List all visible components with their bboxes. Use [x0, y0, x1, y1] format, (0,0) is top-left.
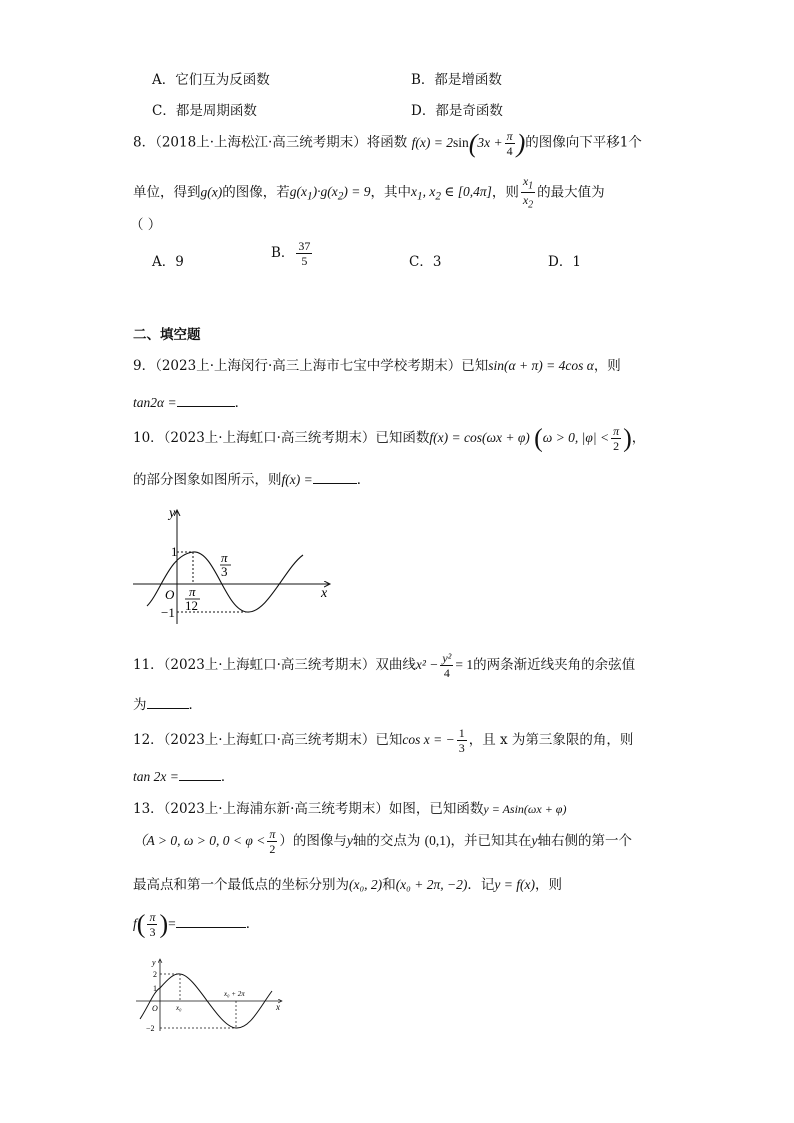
q11-line2: 为 ．: [133, 697, 202, 713]
q8-option-c: C．3: [409, 254, 442, 270]
q13-text: ．记: [467, 877, 495, 893]
q13-formula: y = Asin(ωx + φ): [483, 802, 567, 816]
q13-text-y: y: [346, 833, 353, 848]
q11-text: 11．（2023上·上海虹口·高三统考期末）双曲线: [133, 657, 416, 673]
q8-text: 单位，得到: [133, 184, 201, 201]
q8-text: 的图像向下平移1个: [525, 134, 642, 151]
answer-blank[interactable]: [313, 481, 357, 484]
q8-formula: f(x) = 2sin(3x + $\frac{\pi}{4}$ ): [411, 128, 526, 158]
q13-formula-f: f: [133, 916, 137, 931]
q10-formula-f: f(x) =: [281, 472, 313, 487]
q9-text: 9．（2023上·上海闵行·高三上海市七宝中学校考期末）已知: [133, 358, 489, 374]
q12-f-den: 3: [458, 741, 465, 755]
tick-neg2: −2: [146, 1024, 155, 1033]
q13-line4: f( $\frac{\pi}{3}$ )= ．: [133, 909, 260, 939]
q13-text-y: y: [531, 833, 538, 848]
q8-text: 将函数: [366, 134, 408, 151]
q13-formula-y: y = f(x): [494, 877, 535, 892]
q10-line2: 的部分图象如图所示，则f(x) = ．: [133, 472, 371, 488]
tick-1: 1: [153, 984, 157, 993]
label-x0: x₀: [176, 1004, 182, 1012]
q12-text: ，且 x 为第三象限的角，则: [468, 732, 634, 748]
q9-line2: tan2α = ．: [133, 395, 249, 411]
origin: O: [152, 1004, 158, 1013]
graph-cosine: [125, 500, 345, 630]
q8-line1: [133, 130, 642, 157]
q13-text: ，并已知其在: [450, 833, 532, 849]
q8-option-b: [271, 240, 314, 267]
q8-line2: 单位，得到g(x)的图像，若$g(x_1)\cdot g(x_2) = 9$，其中$x_1$, $x_2$ ∈ [0,4π]，则 $\frac{x_1}{x_2}$ 的最大值为: [133, 174, 605, 211]
q13-cond-den: 2: [269, 842, 276, 856]
x-label: x: [321, 586, 328, 601]
q13-point: (0,1): [424, 833, 451, 848]
answer-blank[interactable]: [179, 778, 221, 781]
q13-text: ，则: [534, 877, 562, 893]
q10-formula: f(x) = cos(ωx + φ): [429, 430, 530, 445]
q8-option-b-label: B．: [271, 245, 295, 261]
q13-text: 和: [382, 877, 396, 893]
q11-eq-lhs: x² −: [415, 657, 439, 672]
q8-source: （2018上·上海松江·高三统考期末）: [155, 134, 367, 151]
q13-text: 13．（2023上·上海浦东新·高三统考期末）如图，已知函数: [133, 801, 484, 817]
q13-text: 轴的交点为: [352, 833, 421, 849]
q8-option-b-den: 5: [301, 254, 308, 268]
q13-f-den: 3: [149, 925, 156, 939]
q11-eq-rhs: = 1: [455, 657, 474, 672]
q13-point-min: (x₀ + 2π, −2): [395, 877, 468, 892]
q8-text: 的图像，若: [222, 184, 290, 201]
q9-line1: [133, 354, 621, 374]
y-label: y: [152, 958, 156, 967]
q9-text: ，则: [593, 358, 621, 374]
q13-condition: （A > 0, ω > 0, 0 < φ <: [133, 833, 266, 848]
q13-text: 轴右侧的第一个: [537, 833, 633, 849]
q13-f-num: π: [149, 910, 156, 924]
q12-formula-tan: tan 2x =: [133, 769, 179, 784]
tick-2: 2: [153, 970, 157, 979]
q10-line1: 10．（2023上·上海虹口·高三统考期末）已知函数f(x) = cos(ωx + φ) (ω > 0, |φ| < $\frac{\pi}{2}$ )，: [133, 423, 646, 453]
q8-option-b-num: 37: [298, 239, 311, 253]
q8-text: 的最大值为: [537, 184, 605, 201]
q7-option-d: D．都是奇函数: [411, 103, 503, 119]
q8-text: ，其中: [370, 184, 411, 201]
q11-text: 为: [133, 697, 147, 713]
q11-eq-num: y²: [442, 651, 452, 665]
q7-option-c: C．都是周期函数: [152, 103, 257, 119]
answer-blank[interactable]: [176, 925, 246, 928]
q13-line1: [133, 797, 566, 817]
q7-option-b: B．都是增函数: [411, 72, 502, 88]
q12-line2: tan 2x = ．: [133, 769, 235, 785]
q13-cond-num: π: [269, 827, 276, 841]
origin: O: [165, 587, 175, 602]
tick-1: 1: [171, 544, 178, 559]
q8-label: 8．: [133, 134, 156, 151]
x-label: x: [276, 1002, 280, 1012]
q10-cond-num: π: [613, 424, 620, 438]
label-3: 3: [221, 564, 228, 579]
q11-text: 的两条渐近线夹角的余弦值: [473, 657, 636, 673]
label-12: 12: [185, 598, 198, 613]
q13-equals: =: [168, 916, 176, 931]
q11-line1: [133, 652, 635, 679]
q13-text: ）的图像与: [279, 833, 347, 849]
tick-neg1: −1: [161, 605, 175, 620]
q10-cond-den: 2: [613, 439, 620, 453]
q13-point-max: (x₀, 2): [349, 877, 383, 892]
q13-line2: [133, 828, 632, 855]
answer-blank[interactable]: [177, 404, 235, 407]
q10-condition: ω > 0, |φ| <: [542, 430, 610, 445]
q7-option-a: A．它们互为反函数: [152, 72, 270, 88]
q11-eq-den: 4: [443, 666, 450, 680]
label-pi-top: π: [221, 550, 228, 565]
q9-formula: sin(α + π) = 4cos α: [488, 358, 594, 373]
answer-blank[interactable]: [147, 706, 189, 709]
label-pi-bottom: π: [189, 584, 196, 599]
q13-line3: [133, 873, 562, 893]
q8-option-d: D．1: [548, 254, 581, 270]
q12-f-num: 1: [458, 726, 465, 740]
q8-paren: （ ）: [130, 217, 162, 233]
q9-formula-tan: tan2α =: [133, 395, 177, 410]
graph-sine: [132, 955, 292, 1035]
q10-text: 的部分图象如图所示，则: [133, 472, 282, 488]
q12-text: 12．（2023上·上海虹口·高三统考期末）已知: [133, 732, 403, 748]
q12-formula: cos x = −: [402, 732, 455, 747]
q13-text: 最高点和第一个最低点的坐标分别为: [133, 877, 349, 893]
y-label: y: [169, 506, 176, 521]
q12-line1: [133, 727, 633, 754]
section-title: 二、填空题: [133, 327, 201, 343]
label-x0-2pi: x₀ + 2π: [224, 990, 245, 998]
q8-option-a: A．9: [152, 254, 184, 270]
q10-text: 10．（2023上·上海虹口·高三统考期末）已知函数: [133, 430, 430, 446]
q8-text: ，则: [491, 184, 519, 201]
